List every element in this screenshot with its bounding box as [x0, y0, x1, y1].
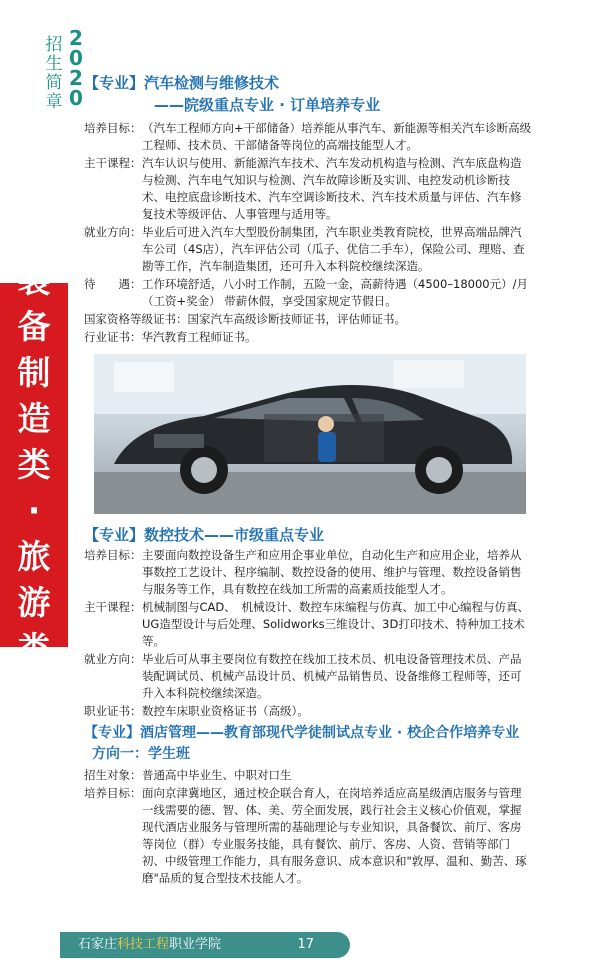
banner-char: 制: [17, 353, 51, 392]
banner-char: 造: [17, 399, 51, 438]
row-label: 主干课程：: [84, 156, 142, 170]
label-char: 招: [45, 35, 63, 55]
year-vertical: [66, 28, 86, 108]
category-side-banner: [0, 261, 68, 668]
banner-char: 类: [17, 629, 51, 668]
row-label: 职业证书：: [84, 704, 142, 718]
label-char: 生: [45, 54, 63, 74]
section-subtitle-auto: ——院级重点专业 · 订单培养专业: [154, 96, 381, 114]
info-row: [84, 120, 532, 154]
school-name-part: 石家庄: [78, 937, 118, 952]
row-text: （汽车工程师方向+干部储备）培养能从事汽车、新能源等相关汽车诊断高级工程师、技术员、干部储备等岗位的高端技能型人才。: [142, 121, 532, 152]
row-label: 就业方向：: [84, 225, 142, 239]
label-char: 章: [45, 92, 63, 112]
year-digit: 2: [69, 66, 83, 90]
row-text: 机械制图与CAD、 机械设计、数控车床编程与仿真、加工中心编程与仿真、UG造型设计与后处理、Solidworks三维设计、3D打印技术、特种加工技术等。: [142, 600, 529, 648]
row-label: 就业方向：: [84, 652, 142, 666]
major-bracket: 【专业】: [84, 526, 145, 544]
major-bracket: 【专业】: [84, 725, 140, 741]
certificate-line: 国家资格等级证书：国家汽车高级诊断技师证书，评估师证书。: [84, 312, 406, 326]
row-label: 培养目标：: [84, 121, 142, 135]
car-repair-illustration: [94, 354, 526, 514]
info-row: [84, 224, 532, 275]
row-label: 招生对象：: [84, 768, 142, 782]
banner-char: 旅: [17, 537, 51, 576]
year-digit: 2: [69, 26, 83, 50]
school-name-part: 职业学院: [169, 937, 222, 952]
row-label: 培养目标：: [84, 548, 142, 562]
year-digit: 0: [69, 46, 83, 70]
banner-char: 游: [17, 583, 51, 622]
section-title-hotel: [84, 722, 532, 744]
section-title-auto: [84, 72, 532, 94]
row-text: 汽车认识与使用、新能源汽车技术、汽车发动机构造与检测、汽车底盘构造与检测、汽车电气知识与检测、汽车故障诊断及实训、电控发动机诊断技术、电控底盘诊断技术、汽车空调诊断技术、汽车技术质量与评估、汽车修复技术等级评估、人事管理与适用等。: [142, 156, 522, 221]
row-text: 主要面向数控设备生产和应用企事业单位，自动化生产和应用企业，培养从事数控工艺设计、程序编制、数控设备的使用、维护与管理、数控设备销售与服务等工作，具有数控在线加工所需的高素质技能型人才。: [142, 548, 522, 596]
certificate-line: 行业证书：华汽教育工程师证书。: [84, 330, 257, 344]
direction-heading: 方向一：学生班: [92, 746, 190, 762]
info-row: [84, 599, 532, 650]
page-number: 17: [297, 937, 314, 952]
banner-char: 备: [17, 307, 51, 346]
school-name-highlight: 科技工程: [117, 937, 170, 952]
label-char: 简: [45, 73, 63, 93]
row-text: 工作环境舒适，八小时工作制，五险一金，高薪待遇（4500–18000元）/月（工资+奖金） 带薪休假，享受国家规定节假日。: [142, 277, 528, 308]
info-row: [84, 767, 532, 784]
row-text: 毕业后可从事主要岗位有数控在线加工技术员、机电设备管理技术员、产品装配调试员、机械产品设计员、机械产品销售员、设备维修工程师等，还可升入本科院校继续深造。: [142, 652, 522, 700]
row-text: 数控车床职业资格证书（高级）。: [142, 704, 309, 718]
banner-char: 装: [17, 261, 51, 300]
major-bracket: 【专业】: [84, 74, 145, 92]
main-content: [84, 70, 532, 888]
info-row: [84, 155, 532, 223]
year-digit: 0: [69, 86, 83, 110]
info-row: [84, 276, 532, 310]
row-label: 主干课程：: [84, 600, 142, 614]
row-text: 毕业后可进入汽车大型股份制集团，汽车职业类教育院校，世界高端品牌汽车公司（4S店），汽车评估公司（瓜子、优信二手车），保险公司、理赔、查勘等工作，汽车制造集团，还可升入本科院校继续深造。: [142, 225, 525, 273]
info-row: [84, 651, 532, 702]
major-name: 汽车检测与维修技术: [144, 74, 280, 92]
brochure-label-vertical: [44, 36, 64, 112]
footer-bar: [60, 932, 350, 958]
banner-char: 类: [17, 445, 51, 484]
row-text: 普通高中毕业生、中职对口生: [142, 768, 292, 782]
section-title-cnc: [84, 524, 532, 546]
row-label: 培养目标：: [84, 786, 142, 800]
major-name: 酒店管理——教育部现代学徒制试点专业 · 校企合作培养专业: [140, 725, 520, 741]
school-name: [78, 932, 221, 958]
info-row: [84, 785, 532, 887]
row-text: 面向京津冀地区，通过校企联合育人，在岗培养适应高星级酒店服务与管理一线需要的德、智、体、美、劳全面发展，践行社会主义核心价值观，掌握现代酒店业服务与管理所需的基础理论与专业知识，具备餐饮、前厅、客房等岗位（群）专业服务技能，具有餐饮、前厅、客房、人资、营销等部门初、中级管理工作能力，具有服务意识、成本意识和"敦厚、温和、勤苦、琢磨"品质的复合型技术技能人才。: [142, 786, 527, 885]
major-name: 数控技术——市级重点专业: [144, 526, 325, 544]
row-label: 待 遇：: [84, 277, 142, 291]
info-row: [84, 547, 532, 598]
info-row: [84, 703, 532, 720]
banner-char: ·: [27, 491, 41, 530]
workshop-car-photo: [94, 354, 526, 514]
